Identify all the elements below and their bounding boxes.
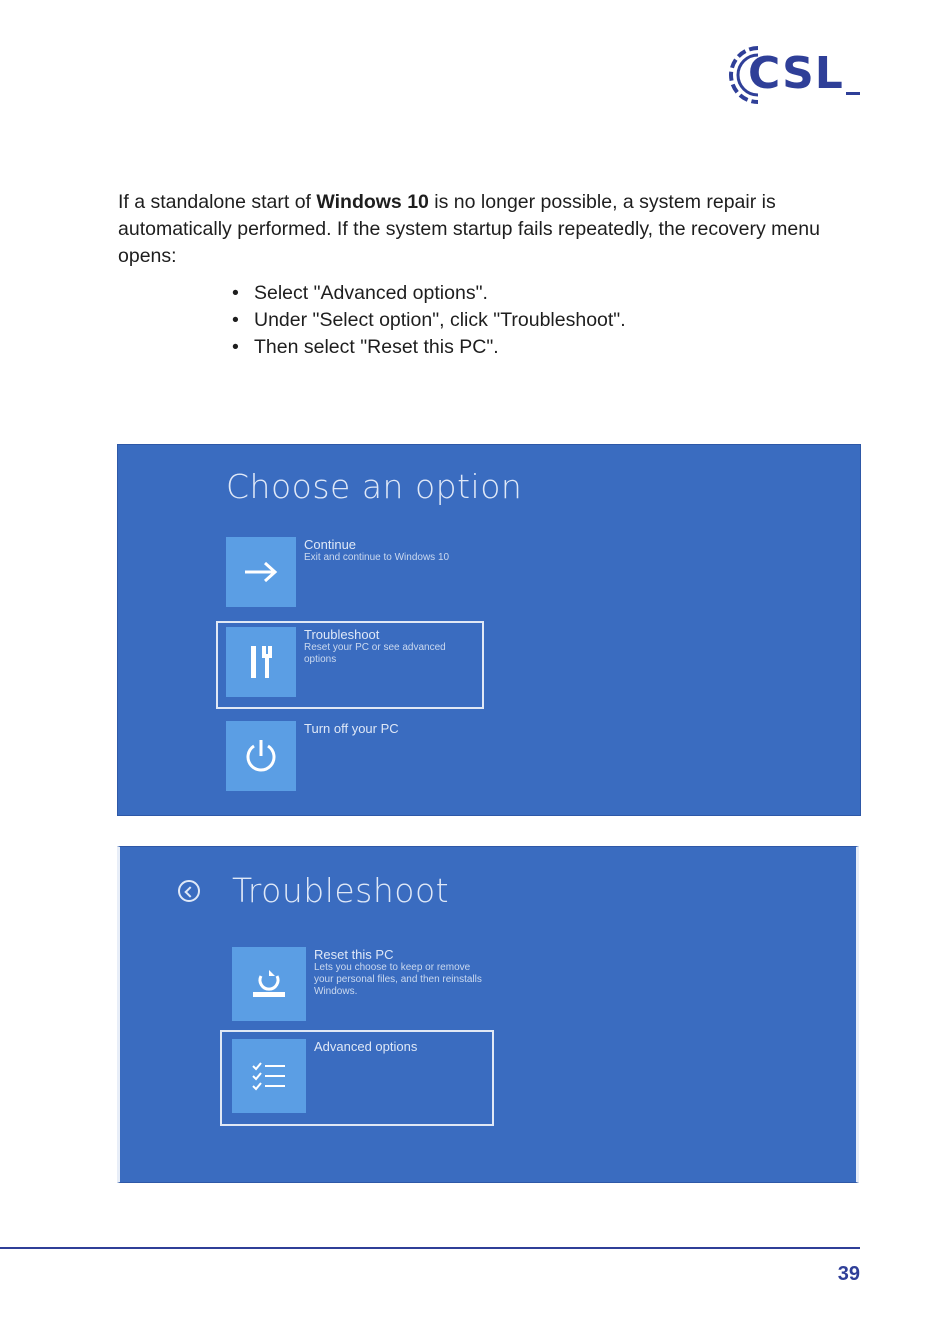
csl-logo	[728, 40, 863, 110]
arrow-right-icon	[226, 537, 296, 607]
troubleshoot-tile[interactable]	[226, 627, 480, 701]
steps-list	[230, 280, 626, 361]
screen-title: Troubleshoot	[232, 871, 450, 910]
intro-text-1: If a standalone start of	[118, 191, 317, 213]
screen-title: Choose an option	[226, 467, 523, 506]
page-number: 39	[837, 1263, 860, 1285]
troubleshoot-screenshot	[117, 846, 859, 1183]
reset-icon	[232, 947, 306, 1021]
tile-label: Advanced options	[314, 1039, 418, 1054]
logo-text: CSL	[748, 48, 844, 99]
back-arrow-icon[interactable]	[178, 880, 200, 902]
turn-off-tile[interactable]	[226, 721, 399, 791]
tile-label: Troubleshoot	[304, 627, 380, 642]
choose-option-screenshot	[117, 444, 861, 816]
list-item: • Under "Select option", click "Troubleshoot".	[230, 307, 626, 334]
intro-text-2: is no longer possible, a system repair is automatically performed. If the system startup fails repeatedly, the recovery menu opens:	[118, 191, 820, 267]
list-item: • Then select "Reset this PC".	[230, 334, 626, 361]
advanced-options-tile[interactable]	[232, 1039, 490, 1113]
reset-pc-tile[interactable]	[232, 947, 484, 1021]
continue-tile[interactable]	[226, 537, 449, 607]
checklist-icon	[232, 1039, 306, 1113]
tile-label: Continue	[304, 537, 357, 552]
tile-desc: Reset your PC or see advanced options	[304, 642, 446, 665]
tile-label: Reset this PC	[314, 947, 394, 962]
footer-divider	[0, 1247, 860, 1249]
intro-bold: Windows 10	[316, 191, 429, 213]
tile-label: Turn off your PC	[304, 721, 399, 736]
tile-desc: Exit and continue to Windows 10	[304, 552, 450, 563]
tile-desc: Lets you choose to keep or remove your personal files, and then reinstalls Windows.	[314, 962, 482, 997]
list-item: • Select "Advanced options".	[230, 280, 626, 307]
power-icon	[226, 721, 296, 791]
tools-icon	[226, 627, 296, 697]
intro-paragraph	[118, 189, 878, 270]
